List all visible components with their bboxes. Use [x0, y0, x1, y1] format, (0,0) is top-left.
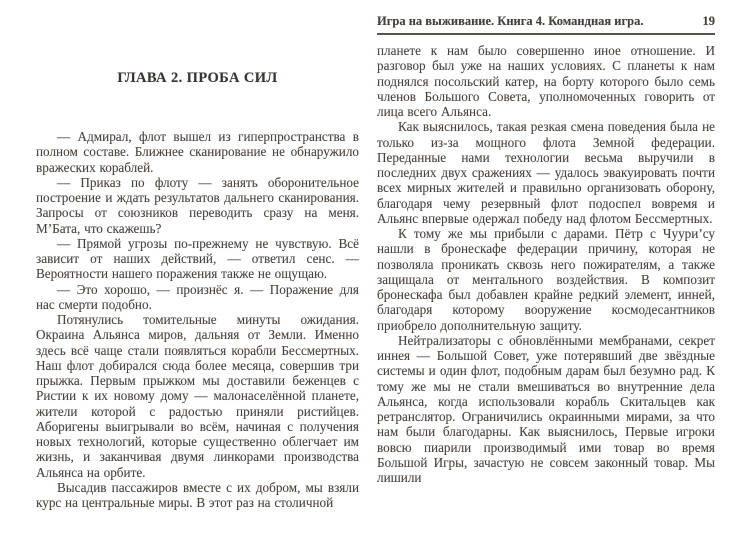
paragraph: — Прямой угрозы по-прежнему не чувствую. Всё зависит от наших действий, — ответил сенс. — Вероятности нашего поражения также не ощущаю.: [36, 235, 359, 282]
running-title: Игра на выживание. Книга 4. Командная игра.: [377, 14, 644, 28]
right-page-body: [377, 43, 715, 485]
paragraph: — Приказ по флоту — занять оборонительное построение и ждать результатов дальнего сканирования. Запросы от союзников переводить сразу на меня. М’Бата, что скажешь?: [36, 174, 359, 236]
paragraph: Высадив пассажиров вместе с их добром, мы взяли курс на центральные миры. В этот раз на столичной: [36, 479, 359, 510]
paragraph: — Адмирал, флот вышел из гиперпространства в полном составе. Ближнее сканирование не обнаружило вражеских кораблей.: [36, 129, 359, 175]
running-header: [377, 14, 715, 33]
paragraph: — Это хорошо, — произнёс я. — Поражение для нас смерти подобно.: [36, 281, 359, 312]
page-right: [368, 0, 737, 540]
paragraph: планете к нам было совершенно иное отношение. И разговор был уже на наших условиях. С планеты к нам поднялся посольский катер, на борту которого было семь членов Большого Совета, уполномоченных говорить от лица всего Альянса.: [377, 43, 715, 119]
page-number: 19: [702, 14, 715, 28]
chapter-title: ГЛАВА 2. ПРОБА СИЛ: [117, 70, 278, 86]
paragraph: Потянулись томительные минуты ожидания. Окраина Альянса миров, дальняя от Земли. Именно здесь всё чаще стали появляться корабли Бессмертных. Наш флот добирался сюда более месяца, совершив три прыжка. Первым прыжком мы доставили беженцев с Ристии к их новому дому — малонаселённой планете, жители которой с радостью приняли ристийцев. Аборигены выигрывали во всём, начиная с получения новых технологий, которые существенно облегчает им жизнь, и заканчивая двумя линкорами производства Альянса на орбите.: [36, 312, 359, 480]
left-page-body: [36, 129, 359, 510]
paragraph: Нейтрализаторы с обновлёнными мембранами, секрет иннея — Большой Совет, уже потерявший две звёздные системы и один флот, подобным дарам был безумно рад. К тому же мы не стали вмешиваться во внутренние дела Альянса, когда использовали корабль Скитальцев как ретранслятор. Ограничились окраинными мирами, за что нам были благодарны. Как выяснилось, Первые игроки вовсю пиарили производимый ими товар во время Большой Игры, зачастую не совсем законный товар. Мы лишили: [377, 332, 715, 485]
paragraph: К тому же мы прибыли с дарами. Пётр с Чуури’су нашли в бронескафе федерации причину, которая не позволяла проникать сквозь него пожирателям, а также защищала от ментального воздействия. В композит бронескафа был добавлен крайне редкий элемент, инней, благодаря которому вооружение космодесантников приобрело дополнительную защиту.: [377, 226, 715, 333]
paragraph: Как выяснилось, такая резкая смена поведения была не только из-за мощного флота Земной федерации. Переданные нами технологии весьма выручили в последних двух сражениях — удалось эвакуировать почти всех мирных жителей и правильно организовать оборону, благодаря чему резервный флот подоспел вовремя и Альянс впервые одержал победу над флотом Бессмертных.: [377, 119, 715, 226]
page-left: [0, 0, 368, 540]
header-rule: [377, 33, 715, 35]
